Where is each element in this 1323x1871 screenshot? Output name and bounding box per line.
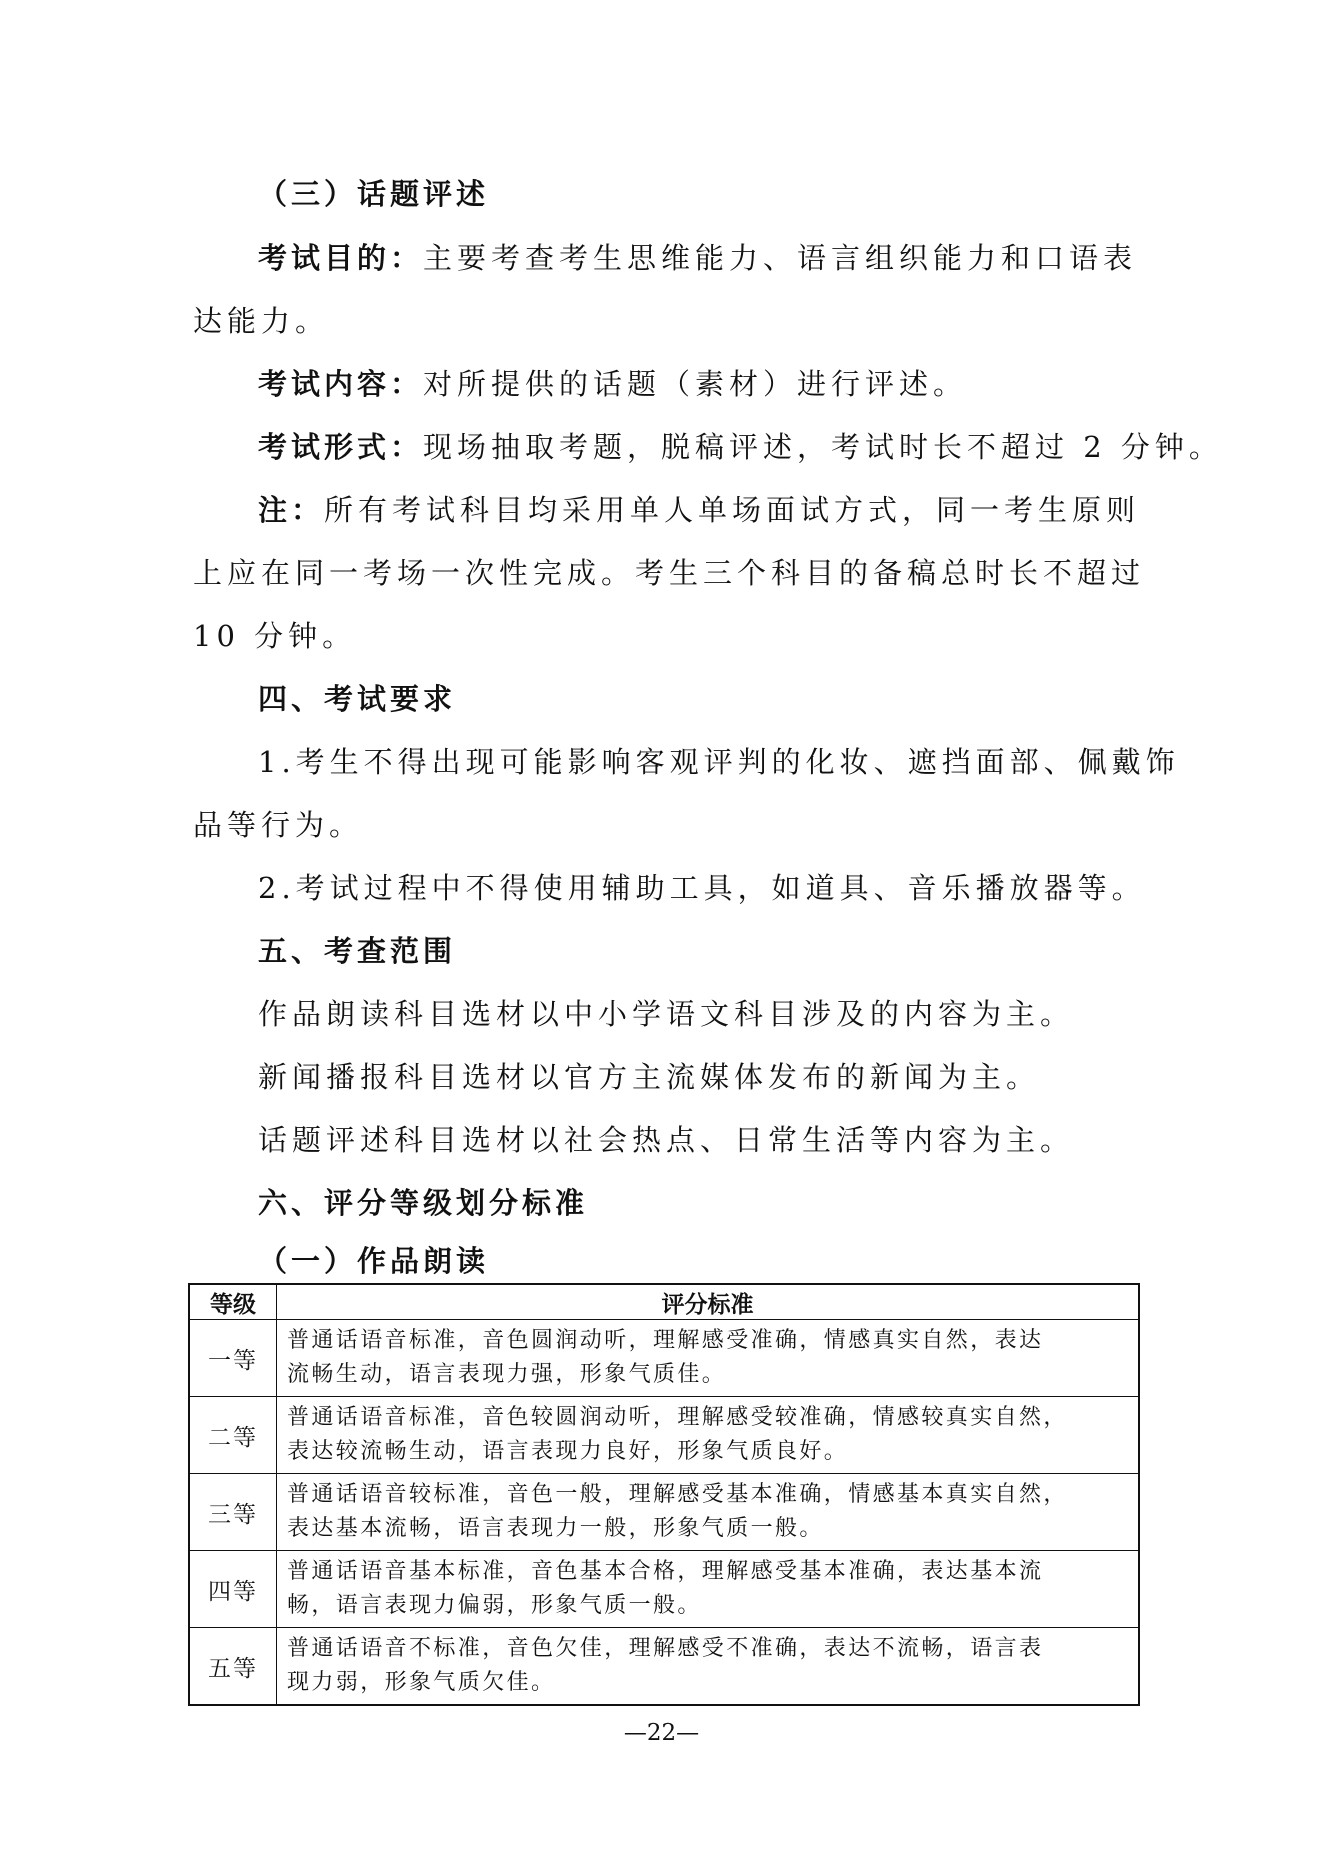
exam-content-text: 对所提供的话题（素材）进行评述。 [423,367,968,401]
grade-criteria: 普通话语音标准，音色较圆润动听，理解感受较准确，情感较真实自然， 表达较流畅生动，语言表现力良好，形象气质良好。 [277,1397,1140,1474]
section6-subheading: （一）作品朗读 [258,1244,490,1278]
exam-purpose-label: 考试目的： [258,241,424,275]
exam-form [258,427,1223,467]
note-cont-2: 10 分钟。 [193,619,357,653]
table-row [189,1320,1139,1397]
table-row [189,1551,1139,1628]
exam-form-text: 现场抽取考题，脱稿评述，考试时长不超过 2 分钟。 [423,430,1223,464]
exam-content-label: 考试内容： [258,367,424,401]
exam-content [258,364,967,404]
exam-purpose [258,238,1137,278]
col-criteria-header: 评分标准 [277,1284,1140,1320]
table-header-row [189,1284,1139,1320]
section5-heading: 五、考查范围 [258,934,457,968]
table-row [189,1397,1139,1474]
page-number: —22— [623,1720,700,1746]
grade-level: 一等 [189,1320,277,1397]
grade-level: 四等 [189,1551,277,1628]
grade-level: 二等 [189,1397,277,1474]
grading-table [188,1283,1140,1706]
grade-level: 三等 [189,1474,277,1551]
note-cont-1: 上应在同一考场一次性完成。考生三个科目的备稿总时长不超过 [193,556,1146,590]
requirement-2: 2.考试过程中不得使用辅助工具，如道具、音乐播放器等。 [258,871,1146,905]
note-text: 所有考试科目均采用单人单场面试方式，同一考生原则 [324,493,1141,527]
scope-line-1: 作品朗读科目选材以中小学语文科目涉及的内容为主。 [258,997,1075,1031]
grade-criteria: 普通话语音标准，音色圆润动听，理解感受准确，情感真实自然，表达 流畅生动，语言表现力强，形象气质佳。 [277,1320,1140,1397]
section6-heading: 六、评分等级划分标准 [258,1186,589,1220]
section3-heading: （三）话题评述 [258,177,490,211]
requirement-1: 1.考生不得出现可能影响客观评判的化妆、遮挡面部、佩戴饰 [258,745,1180,779]
table-row [189,1628,1139,1706]
exam-purpose-cont: 达能力。 [193,304,330,338]
scope-line-3: 话题评述科目选材以社会热点、日常生活等内容为主。 [258,1123,1075,1157]
grade-criteria: 普通话语音较标准，音色一般，理解感受基本准确，情感基本真实自然， 表达基本流畅，语言表现力一般，形象气质一般。 [277,1474,1140,1551]
section4-heading: 四、考试要求 [258,682,457,716]
grade-criteria: 普通话语音基本标准，音色基本合格，理解感受基本准确，表达基本流 畅，语言表现力偏弱，形象气质一般。 [277,1551,1140,1628]
requirement-1-cont: 品等行为。 [193,808,364,842]
exam-form-label: 考试形式： [258,430,424,464]
table-row [189,1474,1139,1551]
note-label: 注： [258,493,325,527]
grade-level: 五等 [189,1628,277,1706]
note [258,490,1140,530]
exam-purpose-text: 主要考查考生思维能力、语言组织能力和口语表 [423,241,1138,275]
grade-criteria: 普通话语音不标准，音色欠佳，理解感受不准确，表达不流畅，语言表 现力弱，形象气质欠佳。 [277,1628,1140,1706]
col-level-header: 等级 [189,1284,277,1320]
scope-line-2: 新闻播报科目选材以官方主流媒体发布的新闻为主。 [258,1060,1041,1094]
